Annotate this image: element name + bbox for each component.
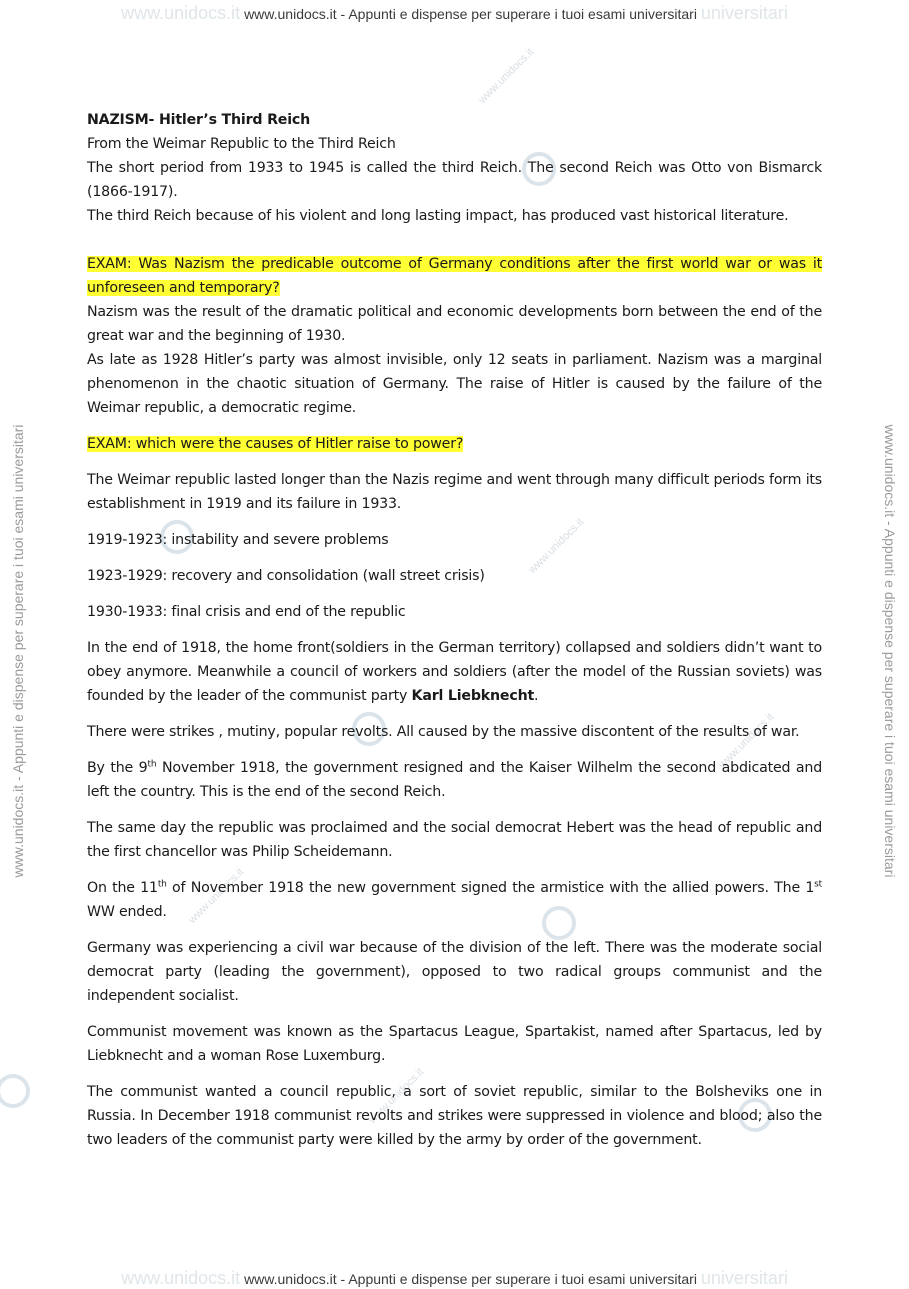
watermark-diagonal: www.unidocs.it xyxy=(366,1066,427,1126)
document-body xyxy=(87,108,822,1152)
exam-question-1 xyxy=(87,252,822,300)
paragraph: Nazism was the result of the dramatic political and economic developments born between the end of the great war and the beginning of 1930. xyxy=(87,304,822,344)
text-span: . xyxy=(534,688,539,704)
text-span: November 1918, the government resigned and the Kaiser Wilhelm the second abdicated and left the country. This is the end of the second Reich. xyxy=(87,760,823,800)
paragraph: There were strikes , mutiny, popular revolts. All caused by the massive discontent of the results of war. xyxy=(87,724,800,740)
paragraph xyxy=(87,876,822,924)
period-item: 1930-1933: final crisis and end of the republic xyxy=(87,604,406,620)
paragraph: The third Reich because of his violent and long lasting impact, has produced vast historical literature. xyxy=(87,208,789,224)
document-title: NAZISM- Hitler’s Third Reich xyxy=(87,112,311,128)
watermark-diagonal: www.unidocs.it xyxy=(186,866,247,926)
paragraph: The short period from 1933 to 1945 is called the third Reich. The second Reich was Otto von Bismarck (1866-1917). xyxy=(87,160,822,200)
superscript: th xyxy=(157,879,167,890)
superscript: st xyxy=(814,879,822,890)
period-item: 1923-1929: recovery and consolidation (wall street crisis) xyxy=(87,568,485,584)
text-span: of November 1918 the new government signed the armistice with the allied powers. The 1 xyxy=(166,880,815,896)
watermark-top-text: www.unidocs.it - Appunti e dispense per superare i tuoi esami universitari xyxy=(244,6,697,22)
paragraph: As late as 1928 Hitler’s party was almost invisible, only 12 seats in parliament. Nazism was a marginal phenomenon in the chaotic situation of Germany. The raise of Hitler is caused by the failure of the Weimar republic, a democratic regime. xyxy=(87,352,822,416)
watermark-diagonal: www.unidocs.it xyxy=(526,516,587,576)
watermark-ghost-right: universitari xyxy=(700,1268,788,1288)
watermark-bottom-text: www.unidocs.it - Appunti e dispense per superare i tuoi esami universitari xyxy=(244,1271,697,1287)
watermark-ghost-left: www.unidocs.it xyxy=(121,1268,241,1288)
document-subtitle: From the Weimar Republic to the Third Reich xyxy=(87,136,396,152)
text-span: In the end of 1918, the home front(soldiers in the German territory) collapsed and soldiers didn’t want to obey anymore. Meanwhile a council of workers and soldiers (after the model of the Russian soviets) was founded by the leader of the communist party xyxy=(87,640,822,704)
text-span: On the 11 xyxy=(87,880,158,896)
text-span: By the 9 xyxy=(87,760,148,776)
watermark-top xyxy=(0,3,909,24)
watermark-ghost-left: www.unidocs.it xyxy=(121,3,241,23)
paragraph: Germany was experiencing a civil war because of the division of the left. There was the moderate social democrat party (leading the government), opposed to two radical groups communist and the independent socialist. xyxy=(87,940,822,1004)
paragraph xyxy=(87,636,822,708)
watermark-right: www.unidocs.it - Appunti e dispense per superare i tuoi esami universitari xyxy=(882,424,898,878)
paragraph: The same day the republic was proclaimed and the social democrat Hebert was the head of republic and the first chancellor was Philip Scheidemann. xyxy=(87,820,822,860)
watermark-diagonal: www.unidocs.it xyxy=(716,711,777,771)
paragraph: The Weimar republic lasted longer than the Nazis regime and went through many difficult periods form its establishment in 1919 and its failure in 1933. xyxy=(87,472,822,512)
highlighted-text: EXAM: Was Nazism the predicable outcome of Germany conditions after the first world war or was it unforeseen and temporary? xyxy=(87,256,822,296)
highlighted-text: EXAM: which were the causes of Hitler raise to power? xyxy=(87,436,464,452)
superscript: th xyxy=(147,759,157,770)
watermark-diagonal: www.unidocs.it xyxy=(476,46,537,106)
watermark-logo-icon xyxy=(0,1074,30,1108)
paragraph xyxy=(87,756,822,804)
paragraph: The communist wanted a council republic, a sort of soviet republic, similar to the Bolsheviks one in Russia. In December 1918 communist revolts and strikes were suppressed in violence and blood; also the two leaders of the communist party were killed by the army by order of the government. xyxy=(87,1084,822,1148)
period-item: 1919-1923: instability and severe problems xyxy=(87,532,389,548)
text-span: WW ended. xyxy=(87,904,167,920)
watermark-ghost-right: universitari xyxy=(700,3,788,23)
exam-question-2 xyxy=(87,432,822,456)
watermark-left: www.unidocs.it - Appunti e dispense per superare i tuoi esami universitari xyxy=(10,424,26,878)
bold-name: Karl Liebknecht xyxy=(411,688,535,704)
paragraph: Communist movement was known as the Spartacus League, Spartakist, named after Spartacus, led by Liebknecht and a woman Rose Luxemburg. xyxy=(87,1024,822,1064)
